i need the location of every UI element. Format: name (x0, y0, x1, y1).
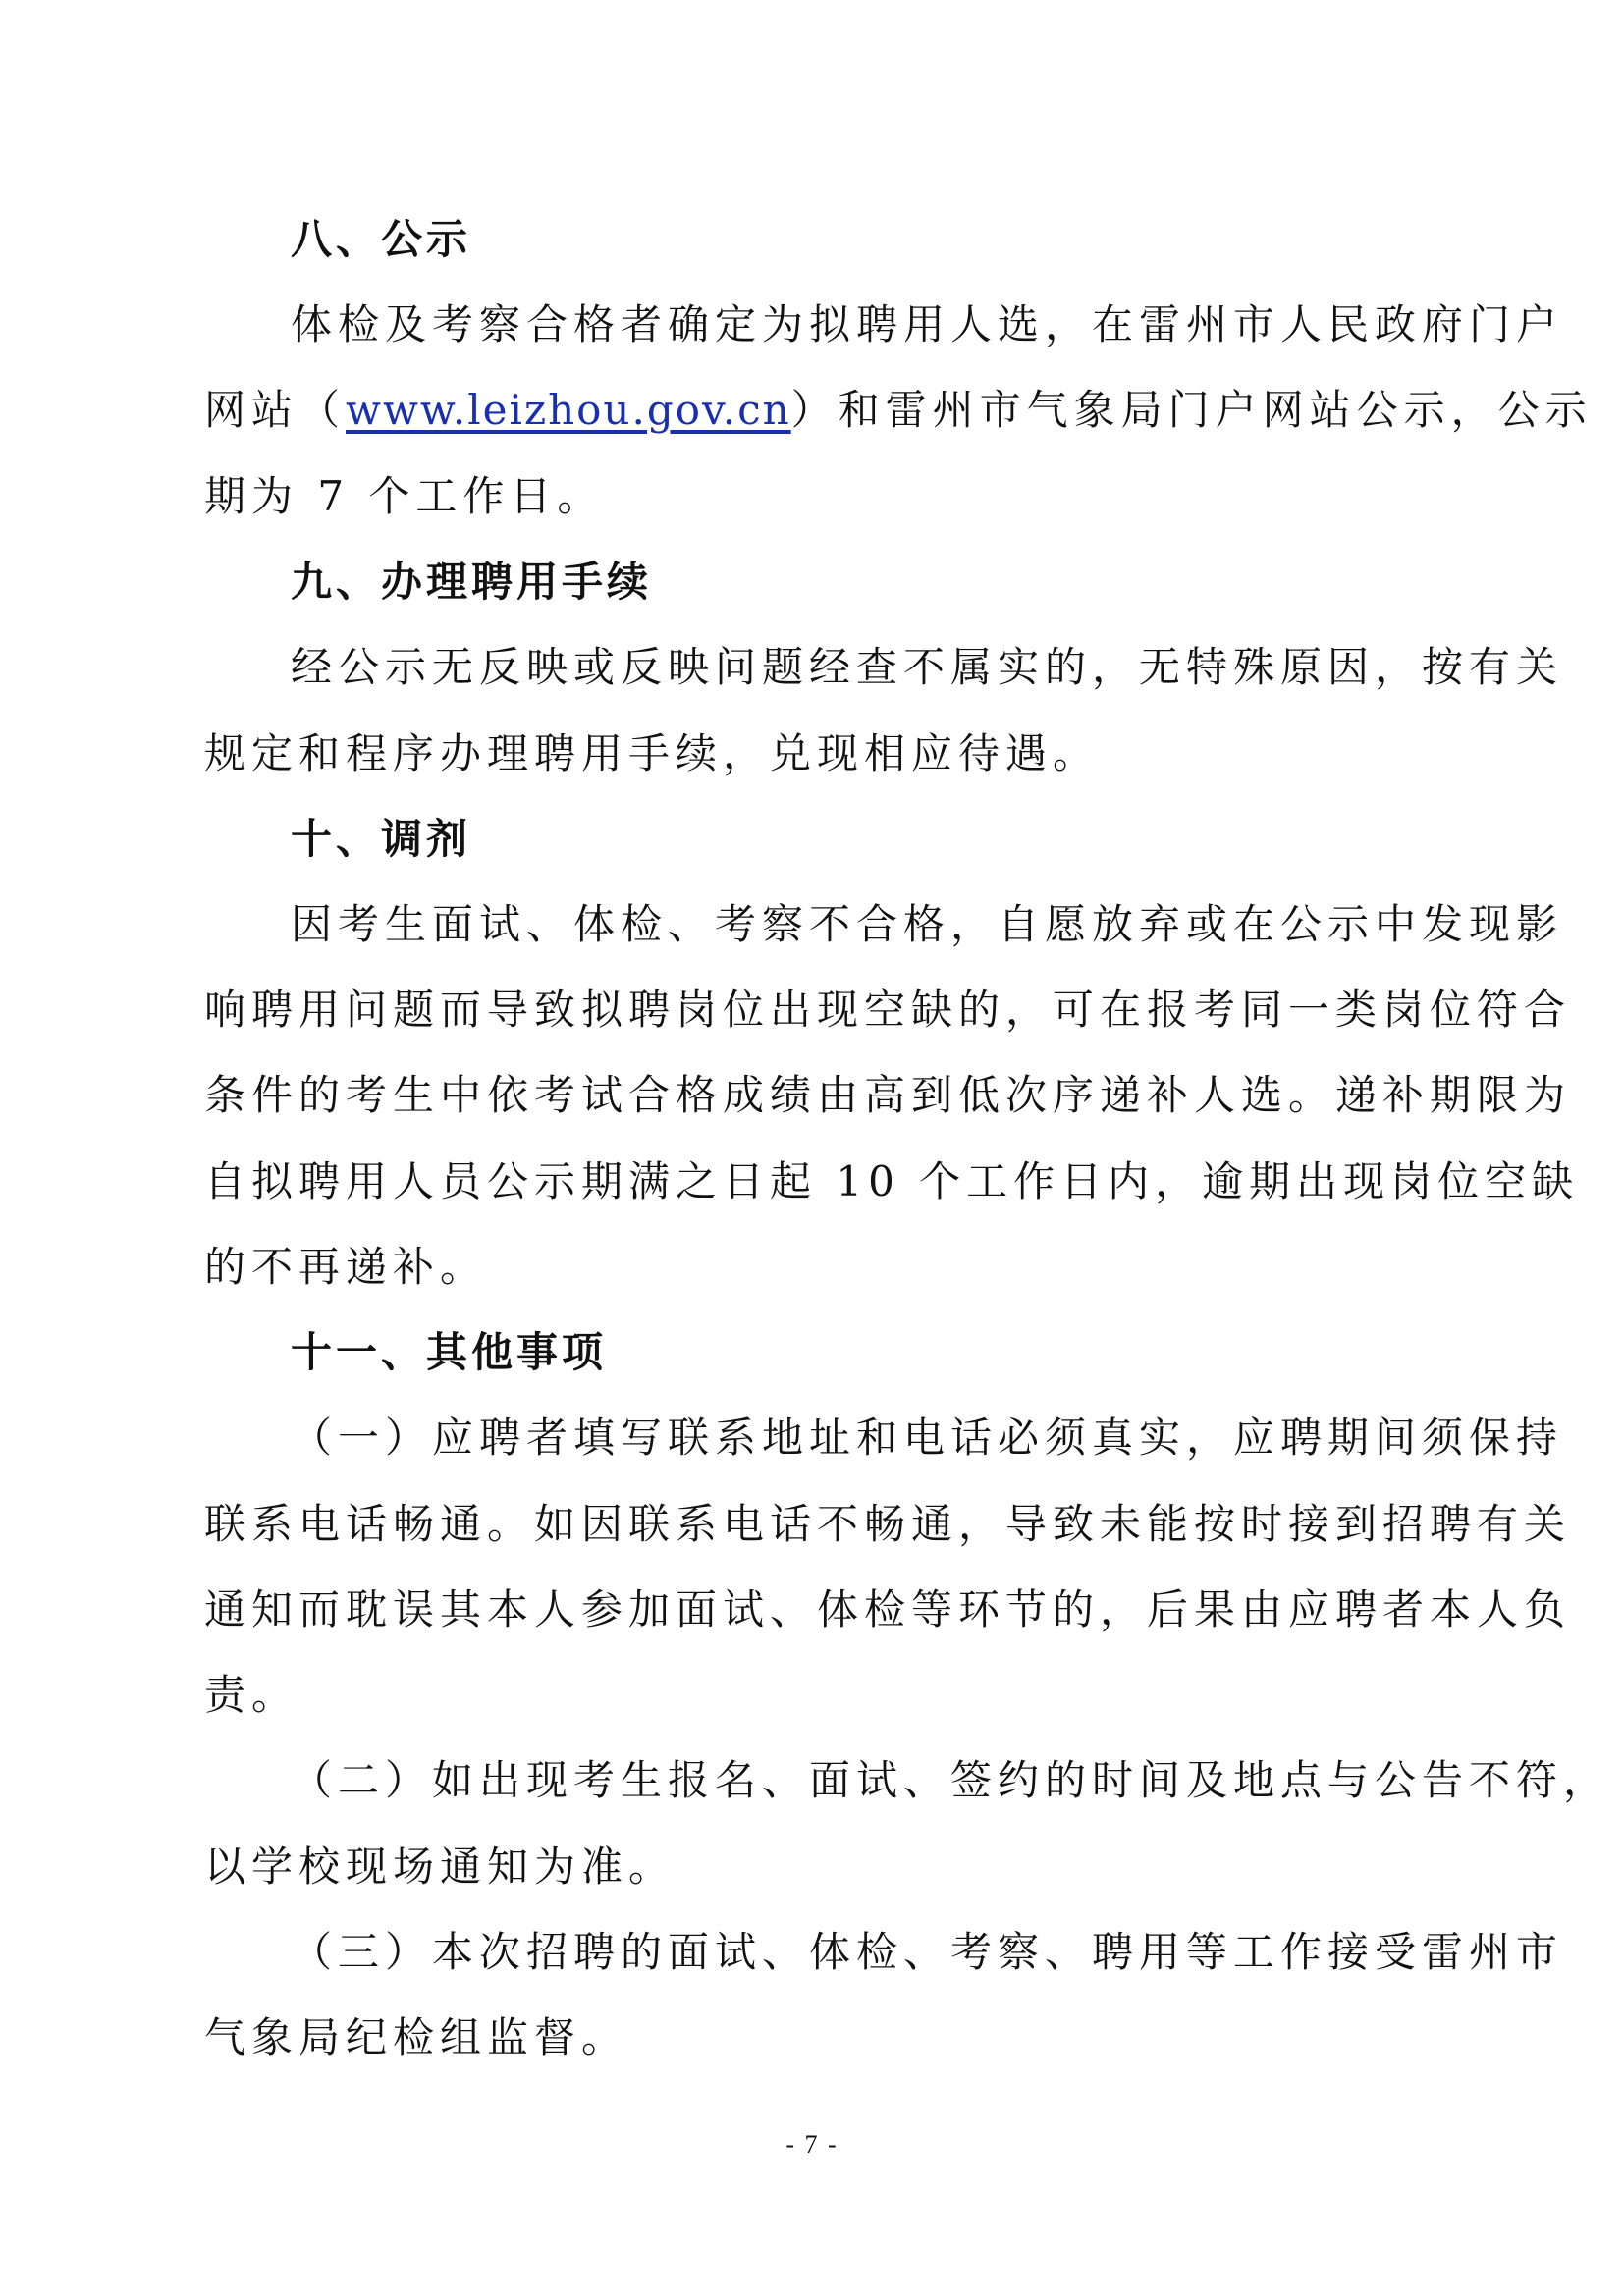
paragraph-line-with-link (204, 385, 1593, 436)
paragraph-line: 因考生面试、体检、考察不合格，自愿放弃或在公示中发现影 (291, 900, 1564, 948)
paragraph-line: （三）本次招聘的面试、体检、考察、聘用等工作接受雷州市 (291, 1928, 1564, 1976)
paragraph-text: ）和雷州市气象局门户网站公示，公示 (790, 386, 1593, 434)
section-heading-9: 九、办理聘用手续 (291, 558, 653, 606)
paragraph-line: 的不再递补。 (204, 1243, 488, 1291)
paragraph-line: （一）应聘者填写联系地址和电话必须真实，应聘期间须保持 (291, 1414, 1564, 1462)
section-heading-11: 十一、其他事项 (291, 1328, 608, 1376)
paragraph-line: 经公示无反映或反映问题经查不属实的，无特殊原因，按有关 (291, 643, 1564, 691)
paragraph-line: 期为 7 个工作日。 (204, 472, 605, 520)
paragraph-line: 条件的考生中依考试合格成绩由高到低次序递补人选。递补期限为 (204, 1071, 1572, 1119)
page-number: - 7 - (785, 2130, 839, 2159)
paragraph-line: 联系电话畅通。如因联系电话不畅通，导致未能按时接到招聘有关 (204, 1500, 1572, 1548)
website-link[interactable]: www.leizhou.gov.cn (346, 386, 791, 434)
paragraph-text: 网站（ (204, 386, 347, 434)
paragraph-line: （二）如出现考生报名、面试、签约的时间及地点与公告不符， (291, 1756, 1611, 1804)
paragraph-line: 体检及考察合格者确定为拟聘用人选，在雷州市人民政府门户 (291, 300, 1564, 348)
paragraph-line: 以学校现场通知为准。 (204, 1842, 677, 1891)
section-heading-8: 八、公示 (291, 215, 472, 263)
paragraph-line: 通知而耽误其本人参加面试、体检等环节的，后果由应聘者本人负 (204, 1585, 1572, 1633)
paragraph-line: 自拟聘用人员公示期满之日起 10 个工作日内，逾期出现岗位空缺 (204, 1157, 1580, 1205)
paragraph-line: 气象局纪检组监督。 (204, 2013, 629, 2061)
paragraph-line: 响聘用问题而导致拟聘岗位出现空缺的，可在报考同一类岗位符合 (204, 986, 1572, 1034)
section-heading-10: 十、调剂 (291, 815, 472, 863)
paragraph-line: 责。 (204, 1671, 299, 1719)
paragraph-line: 规定和程序办理聘用手续，兑现相应待遇。 (204, 729, 1101, 777)
